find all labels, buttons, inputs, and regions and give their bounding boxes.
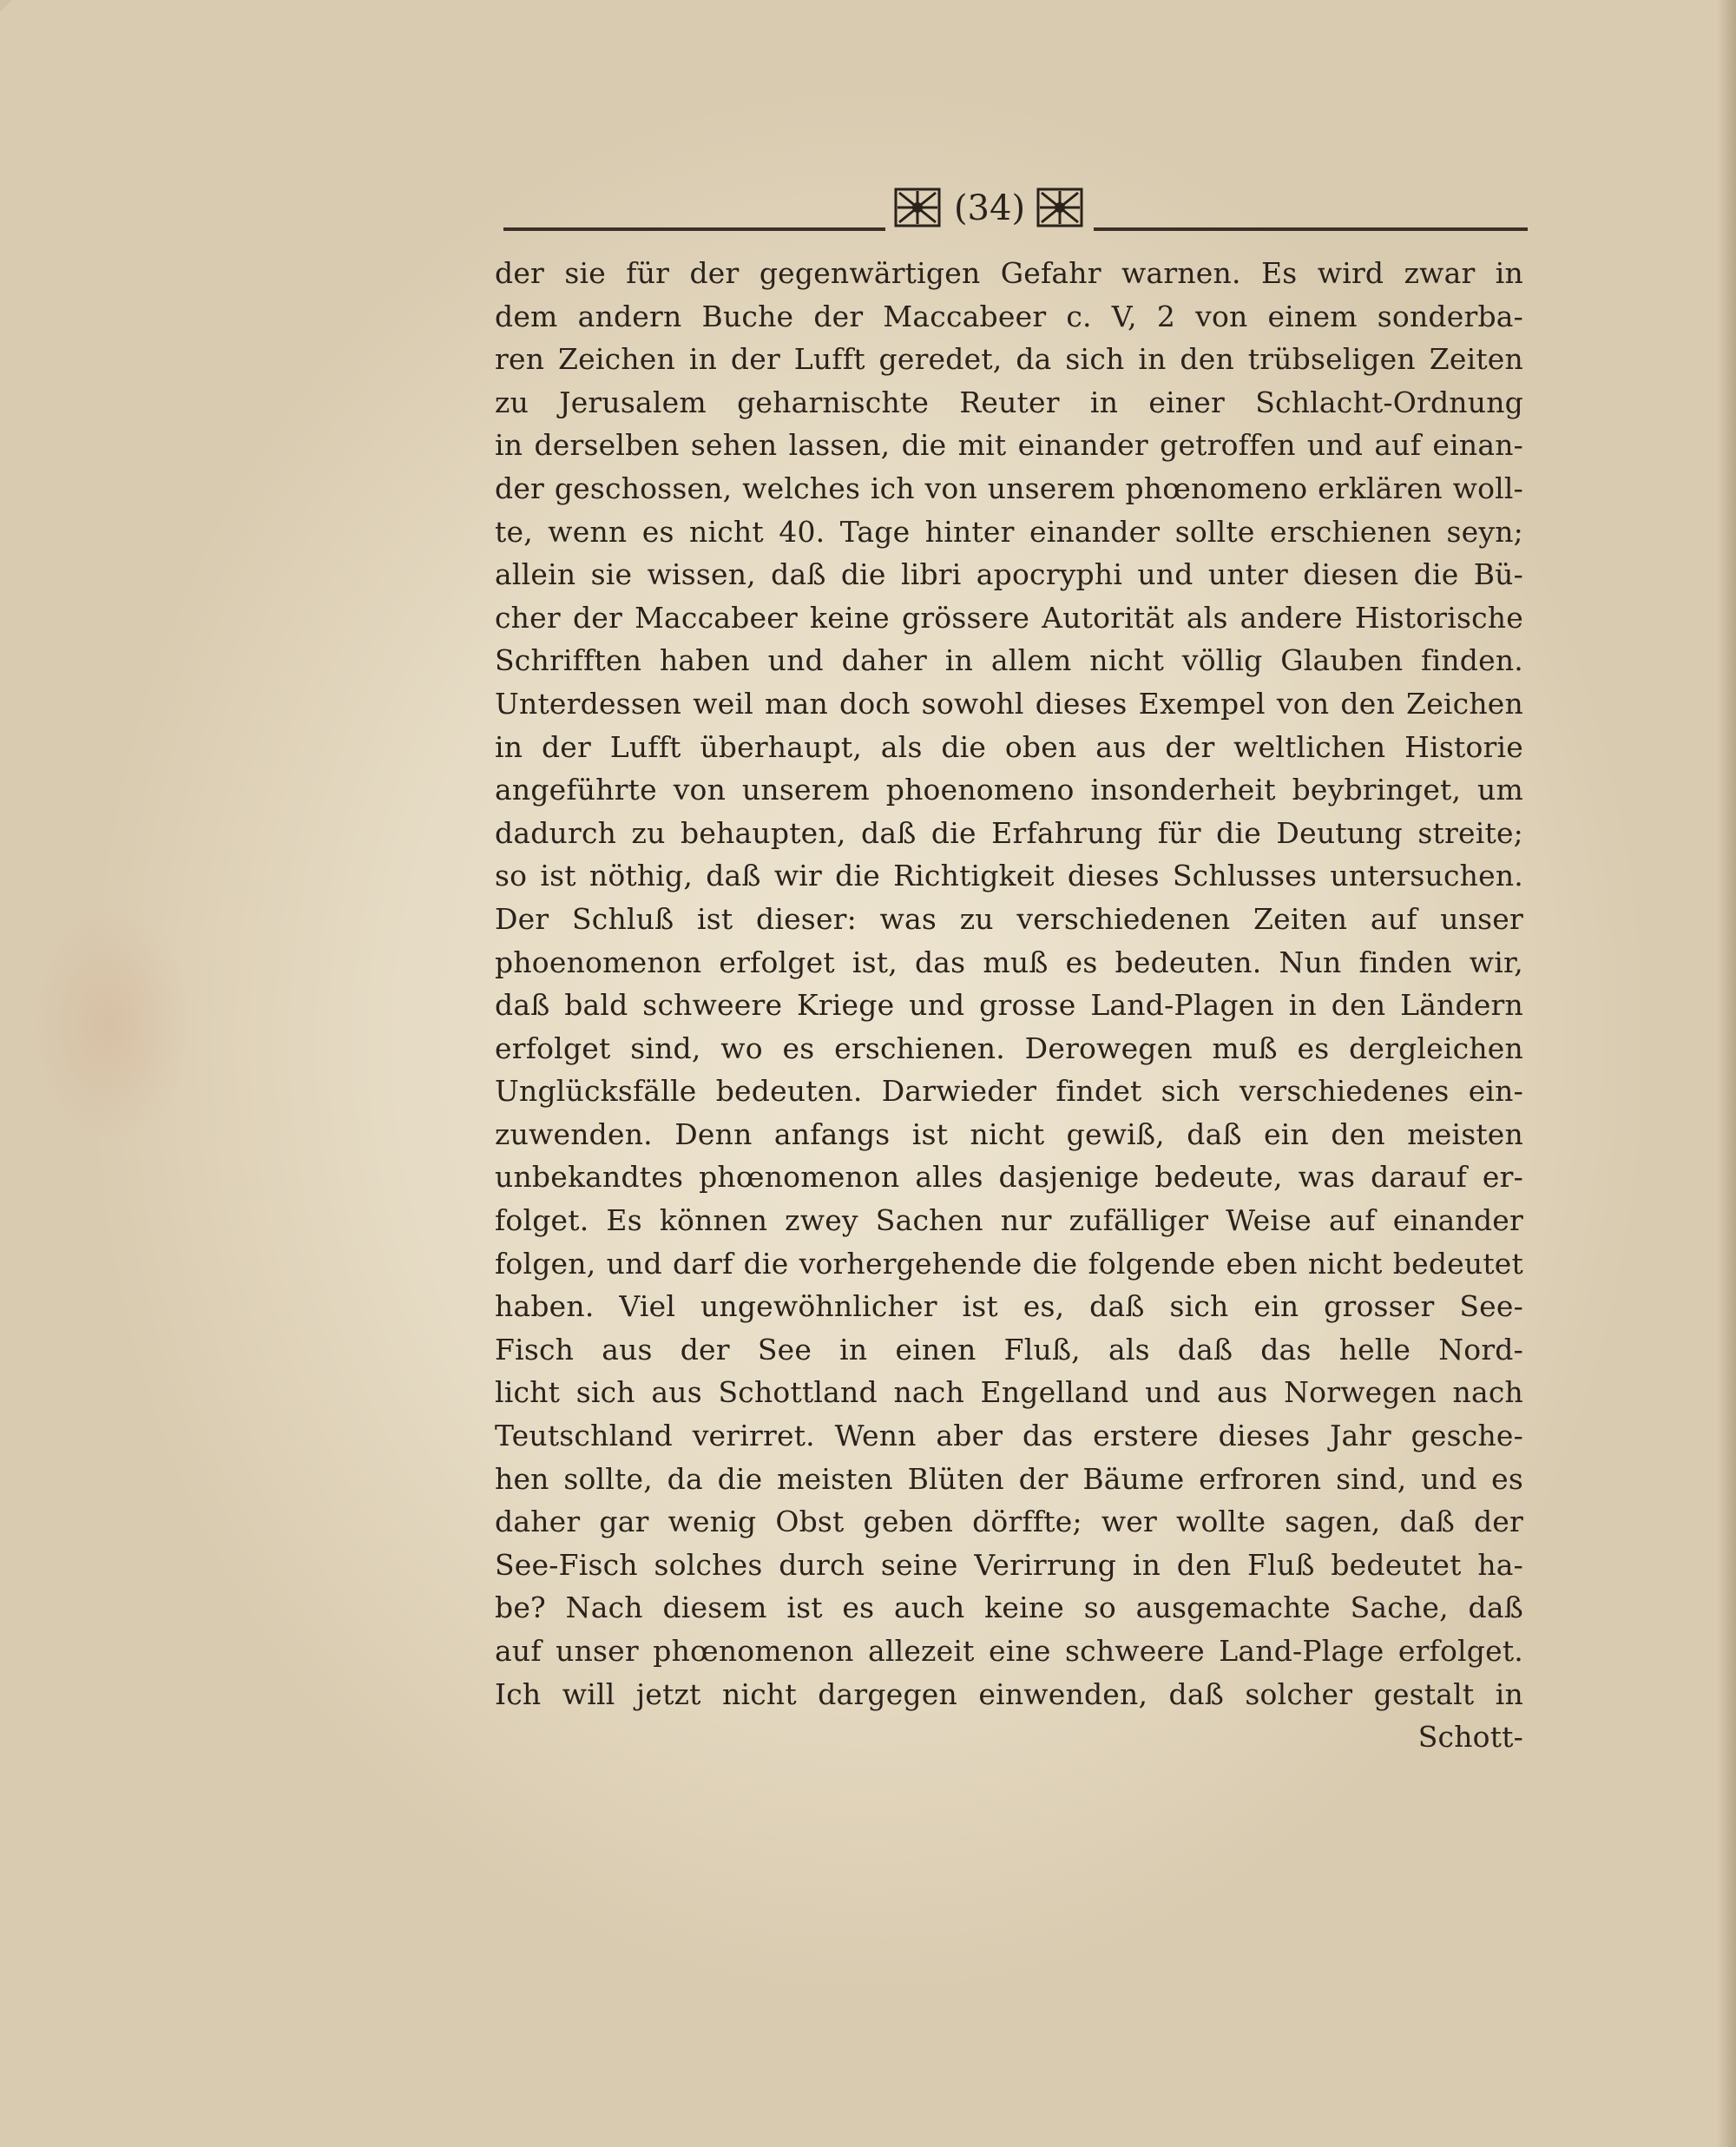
text-line: See-Fisch solches durch seine Verirrung in den Fluß bedeutet ha- (495, 1547, 1523, 1582)
text-line: Fisch aus der See in einen Fluß, als daß das helle Nord- (495, 1332, 1523, 1367)
page-header (503, 184, 1528, 236)
page-corner-fold (0, 0, 12, 12)
text-line: haben. Viel ungewöhnlicher ist es, daß sich ein grosser See- (495, 1289, 1523, 1324)
text-line: folget. Es können zwey Sachen nur zufälliger Weise auf einander (495, 1203, 1523, 1238)
page-number: (34) (953, 188, 1026, 228)
text-line: hen sollte, da die meisten Blüten der Bäume erfroren sind, und es (495, 1461, 1523, 1496)
text-line: der sie für der gegenwärtigen Gefahr warnen. Es wird zwar in (495, 256, 1523, 290)
text-line: zuwenden. Denn anfangs ist nicht gewiß, daß ein den meisten (495, 1116, 1523, 1151)
text-line: Unglücksfälle bedeuten. Darwieder findet sich verschiedenes ein- (495, 1074, 1523, 1109)
text-line: be? Nach diesem ist es auch keine so ausgemachte Sache, daß (495, 1590, 1523, 1625)
text-line: erfolget sind, wo es erschienen. Derowegen muß es dergleichen (495, 1031, 1523, 1065)
text-line: Der Schluß ist dieser: was zu verschiedenen Zeiten auf unser (495, 901, 1523, 936)
body-text-block (495, 252, 1523, 1759)
text-line: cher der Maccabeer keine grössere Autorität als andere Historische (495, 600, 1523, 635)
text-line: Teutschland verirret. Wenn aber das erstere dieses Jahr gesche- (495, 1419, 1523, 1453)
text-line: unbekandtes phœnomenon alles dasjenige bedeute, was darauf er- (495, 1160, 1523, 1195)
text-line: in der Lufft überhaupt, als die oben aus der weltlichen Historie (495, 729, 1523, 764)
fleuron-left-icon (894, 188, 941, 227)
text-line: Ich will jetzt nicht dargegen einwenden, daß solcher gestalt in (495, 1676, 1523, 1711)
text-line: daß bald schweere Kriege und grosse Land-Plagen in den Ländern (495, 988, 1523, 1023)
text-line: zu Jerusalem geharnischte Reuter in einer Schlacht-Ordnung (495, 385, 1523, 419)
text-line: daher gar wenig Obst geben dörffte; wer wollte sagen, daß der (495, 1505, 1523, 1539)
page-edge-shadow (1717, 0, 1736, 2147)
text-line: te, wenn es nicht 40. Tage hinter einander sollte erschienen seyn; (495, 514, 1523, 549)
text-line: licht sich aus Schottland nach Engelland und aus Norwegen nach (495, 1375, 1523, 1410)
text-line: angeführte von unserem phoenomeno insonderheit beybringet, um (495, 773, 1523, 807)
text-line: allein sie wissen, daß die libri apocryphi und unter diesen die Bü- (495, 557, 1523, 592)
text-line: in derselben sehen lassen, die mit einander getroffen und auf einan- (495, 428, 1523, 463)
text-line: auf unser phœnomenon allezeit eine schweere Land-Plage erfolget. (495, 1634, 1523, 1668)
text-line: so ist nöthig, daß wir die Richtigkeit dieses Schlusses untersuchen. (495, 859, 1523, 893)
text-line: ren Zeichen in der Lufft geredet, da sich in den trübseligen Zeiten (495, 342, 1523, 377)
text-line: phoenomenon erfolget ist, das muß es bedeuten. Nun finden wir, (495, 945, 1523, 979)
text-line: folgen, und darf die vorhergehende die folgende eben nicht bedeutet (495, 1246, 1523, 1281)
text-line: der geschossen, welches ich von unserem phœnomeno erklären woll- (495, 471, 1523, 505)
text-line: dem andern Buche der Maccabeer c. V, 2 von einem sonderba- (495, 299, 1523, 333)
text-line: dadurch zu behaupten, daß die Erfahrung für die Deutung streite; (495, 815, 1523, 850)
header-rule-left (503, 227, 885, 231)
catchword: Schott- (1417, 1720, 1523, 1755)
fleuron-right-icon (1036, 188, 1083, 227)
text-line: Unterdessen weil man doch sowohl dieses Exempel von den Zeichen (495, 686, 1523, 721)
text-line: Schrifften haben und daher in allem nicht völlig Glauben finden. (495, 643, 1523, 678)
header-rule-right (1094, 227, 1528, 231)
